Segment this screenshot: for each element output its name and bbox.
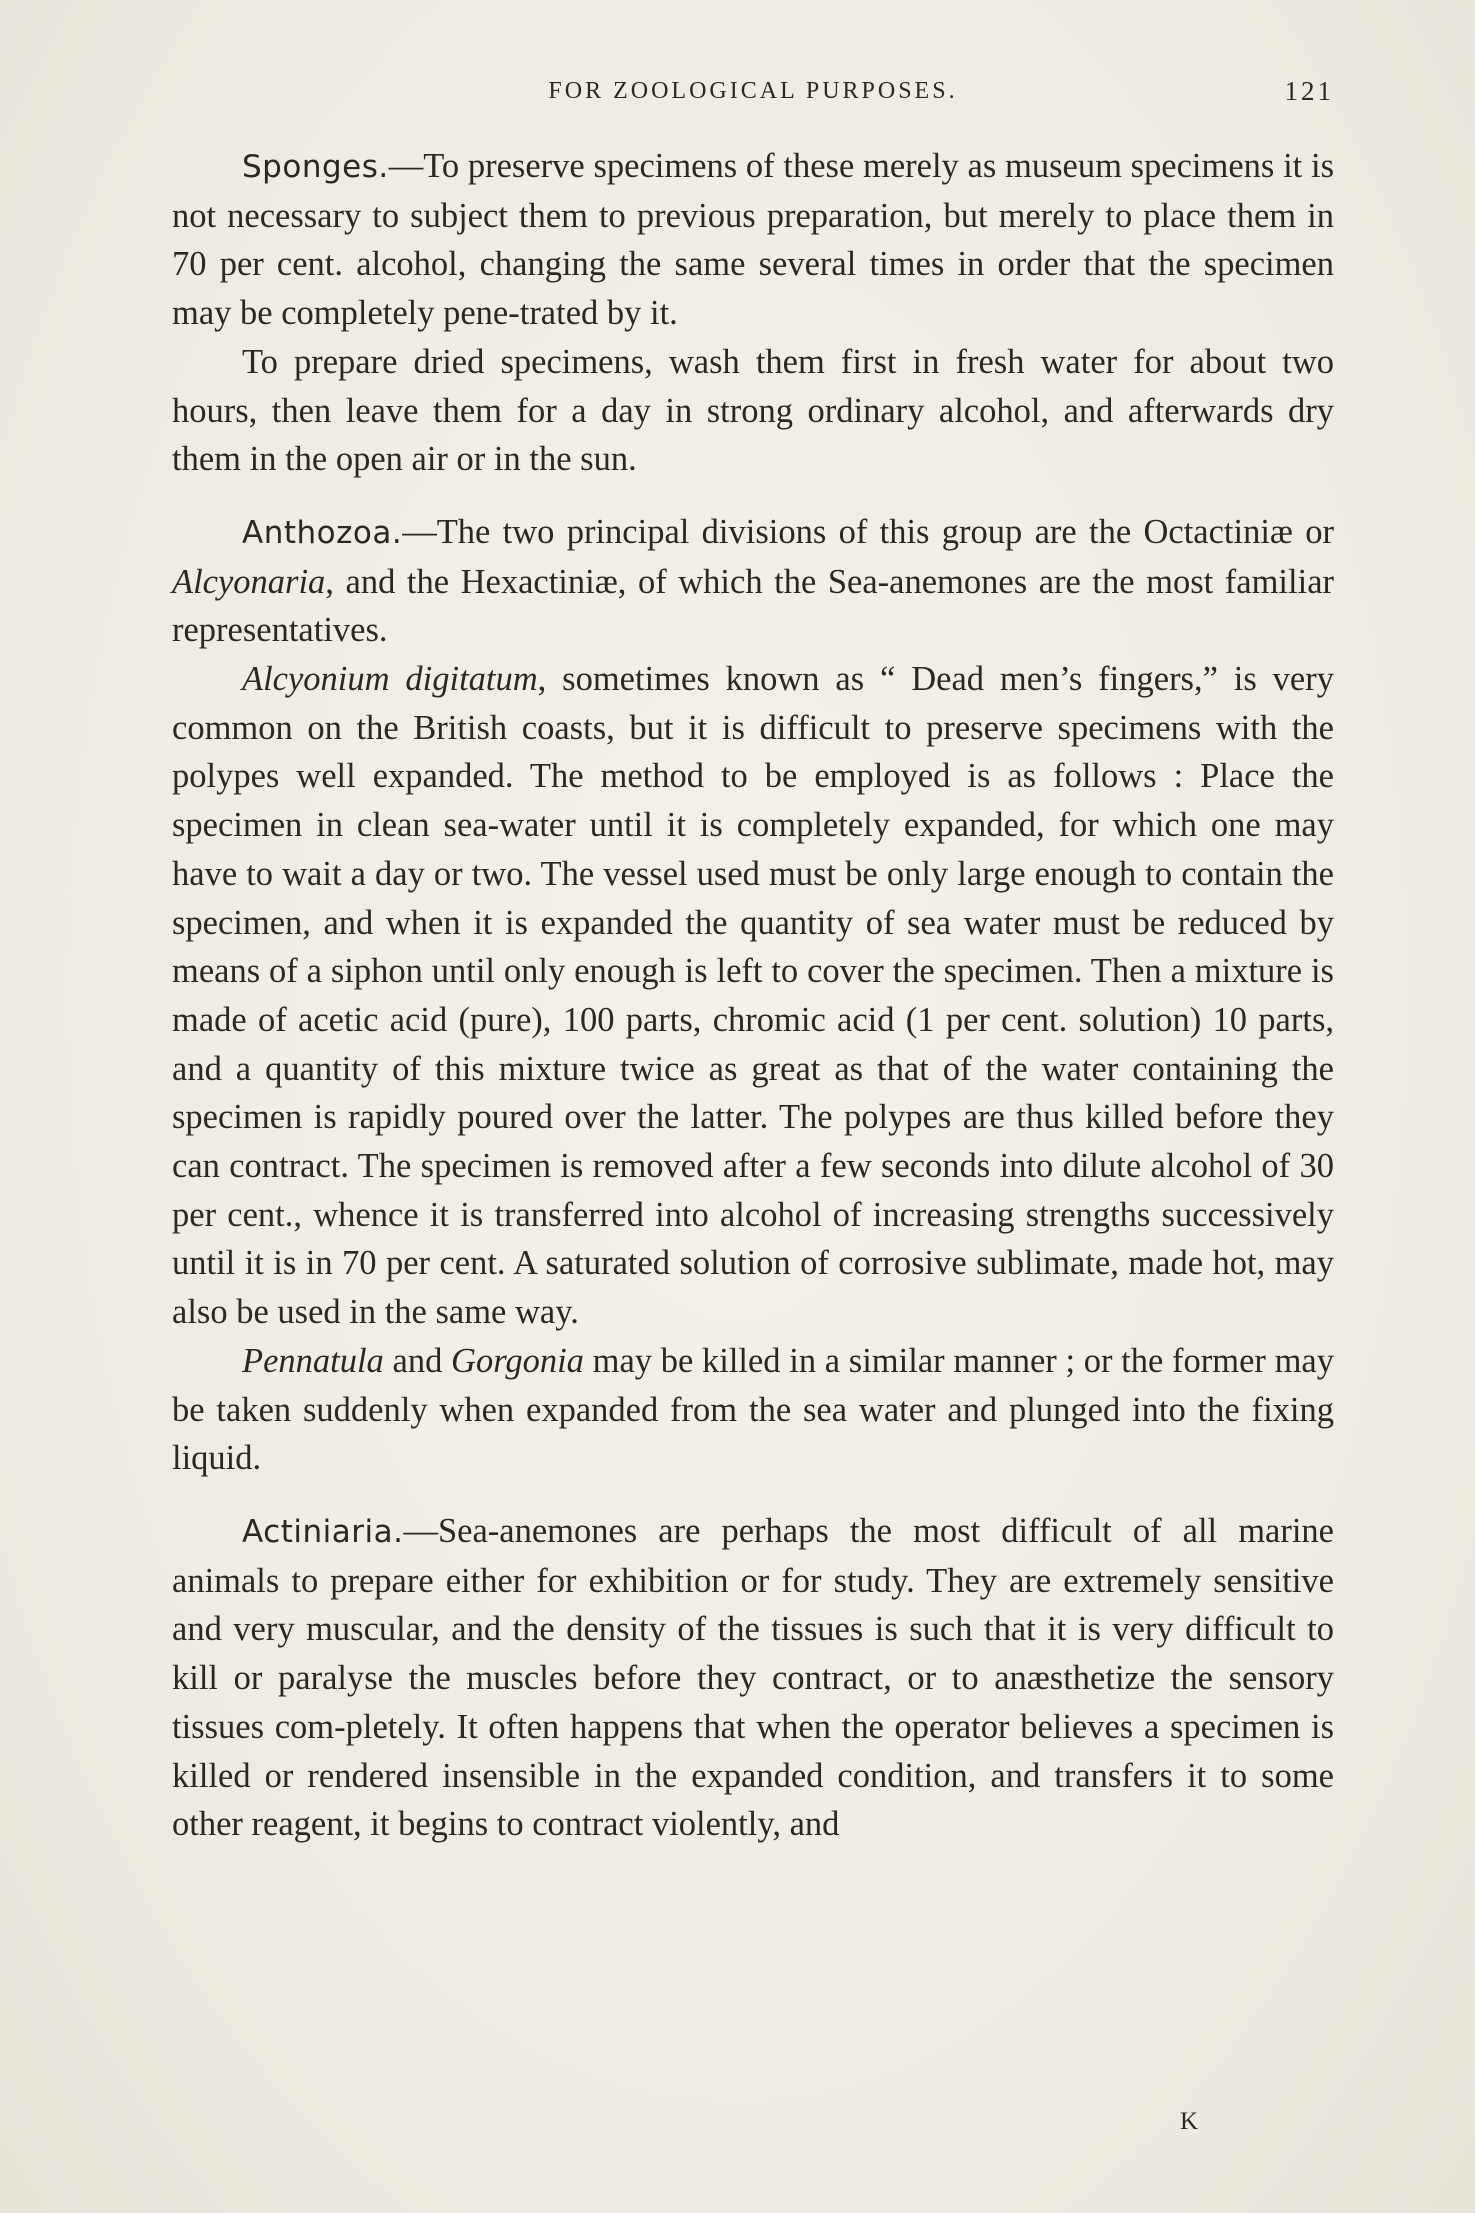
anthozoa-italic-pennatula: Pennatula — [242, 1341, 384, 1380]
body-text — [172, 142, 1334, 1849]
anthozoa-text-1b: , and the Hexactiniæ, of which the Sea-anemones are the most familiar representatives. — [172, 562, 1334, 650]
running-head — [172, 74, 1334, 114]
signature-mark: K — [1180, 2108, 1201, 2135]
section-heading-actiniaria: Actiniaria. — [242, 1513, 404, 1550]
anthozoa-text-3: may be killed in a similar manner ; or the former may be taken suddenly when expanded from the sea water and plunged into the fixing liquid. — [172, 1341, 1334, 1478]
anthozoa-paragraph-2 — [172, 655, 1334, 1337]
sponges-paragraph-2 — [172, 338, 1334, 484]
anthozoa-text-1a: —The two principal divisions of this group are the Octactiniæ or — [402, 512, 1334, 551]
anthozoa-italic-alcyonium: Alcyonium digitatum — [242, 660, 538, 699]
page-number: 121 — [1284, 76, 1334, 106]
sponges-text-2: To prepare dried specimens, wash them first in fresh water for about two hours, then leave them for a day in strong ordinary alcohol, and afterwards dry them in the open air or in the sun. — [172, 342, 1334, 479]
anthozoa-text-2: , sometimes known as “ Dead men’s fingers,” is very common on the British coasts, but it is difficult to preserve specimens with the polypes well expanded. The method to be employed is as follows : Place the specimen in clean sea-water until it is completely expanded, for which one may have to wait a day or two. The vessel used must be only large enough to contain the specimen, and when it is expanded the quantity of sea water must be reduced by means of a siphon until only enough is left to cover the specimen. Then a mixture is made of acetic acid (pure), 100 parts, chromic acid (1 per cent. solution) 10 parts, and a quantity of this mixture twice as great as that of the water containing the specimen is rapidly poured over the latter. The polypes are thus killed before they can contract. The specimen is removed after a few seconds into dilute alcohol of 30 per cent., whence it is transferred into alcohol of increasing strengths successively until it is in 70 per cent. A saturated solution of corrosive sublimate, made hot, may also be used in the same way. — [172, 660, 1334, 1332]
anthozoa-paragraph-1 — [172, 508, 1334, 655]
anthozoa-paragraph-3 — [172, 1337, 1334, 1483]
section-heading-anthozoa: Anthozoa. — [242, 514, 403, 551]
actiniaria-paragraph-1 — [172, 1507, 1334, 1849]
anthozoa-italic-gorgonia: Gorgonia — [451, 1341, 584, 1380]
anthozoa-italic-alcyonaria: Alcyonaria — [172, 562, 326, 601]
anthozoa-text-3-and: and — [383, 1341, 452, 1380]
sponges-text-1: —To preserve specimens of these merely as museum specimens it is not necessary to subject them to previous preparation, but merely to place them in 70 per cent. alcohol, changing the same several times in order that the specimen may be completely pene-trated by it. — [172, 147, 1334, 333]
actiniaria-text-1: —Sea-anemones are perhaps the most difficult of all marine animals to prepare either for exhibition or for study. They are extremely sensitive and very muscular, and the density of the tissues is such that it is very difficult to kill or paralyse the muscles before they contract, or to anæsthetize the sensory tissues com-pletely. It often happens that when the operator believes a specimen is killed or rendered insensible in the expanded condition, and transfers it to some other reagent, it begins to contract violently, and — [172, 1511, 1334, 1844]
running-title: FOR ZOOLOGICAL PURPOSES. — [548, 78, 958, 104]
sponges-paragraph-1 — [172, 142, 1334, 338]
section-heading-sponges: Sponges. — [242, 149, 389, 185]
